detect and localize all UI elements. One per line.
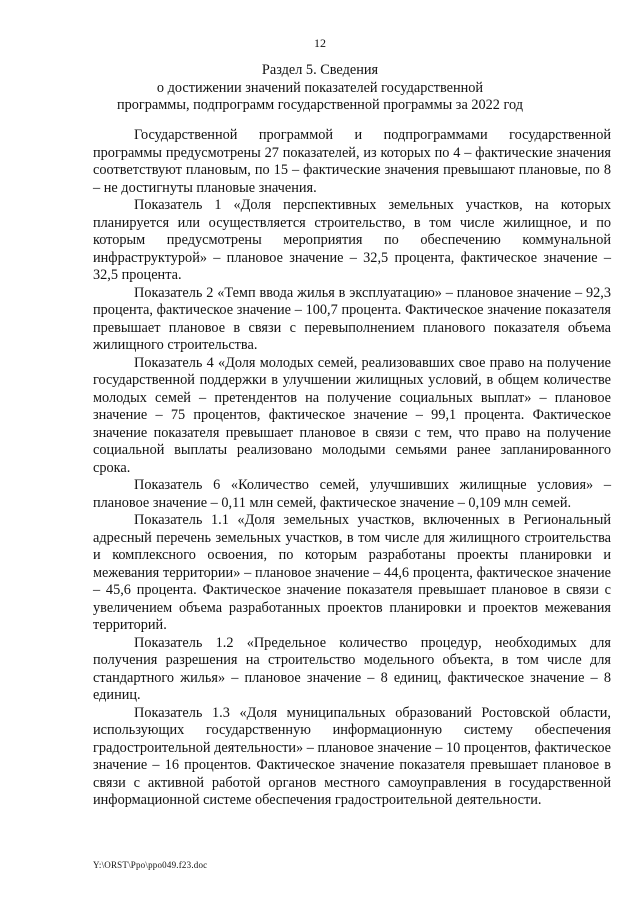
section-title: Раздел 5. Сведения (261, 62, 379, 78)
paragraph-indicator-1-3: Показатель 1.3 «Доля муниципальных образований Ростовской области, использующих государственную информационную систему обеспечения градостроительной деятельности» – плановое значение – 10 процентов, фактическое значение – 16 процентов. Фактическое значение показателя превышает плановое в связи с активной работой органов местного самоуправления в государственной информационной системе обеспечения градостроительной деятельности. (93, 704, 611, 808)
section-subtitle-line-2: программы, подпрограмм государственной программы за 2022 год (116, 97, 524, 113)
paragraph-indicator-1: Показатель 1 «Доля перспективных земельных участков, на которых планируется или осуществляется строительство, в том числе жилищное, и по которым предусмотрены мероприятия по обеспечению коммунальной инфраструктурой» – плановое значение – 32,5 процента, фактическое значение – 32,5 процента. (93, 197, 611, 283)
document-body (93, 127, 611, 810)
paragraph-indicator-6: Показатель 6 «Количество семей, улучшивших жилищные условия» – плановое значение – 0,11 млн семей, фактическое значение – 0,109 млн семей. (93, 477, 611, 511)
paragraph-indicator-4: Показатель 4 «Доля молодых семей, реализовавших свое право на получение государственной поддержки в улучшении жилищных условий, в общем количестве молодых семей – претендентов на получение социальных выплат» – плановое значение – 75 процентов, фактическое значение – 99,1 процента. Фактическое значение показателя превышает плановое в связи с тем, что право на получение социальной выплаты реализовано молодыми семьями ранее запланированного срока. (93, 354, 611, 476)
page-number: 12 (314, 36, 326, 50)
section-subtitle-line-1: о достижении значений показателей государственной (156, 79, 484, 96)
paragraph-indicator-1-1: Показатель 1.1 «Доля земельных участков, включенных в Региональный адресный перечень земельных участков, в том числе для жилищного строительства и комплексного освоения, по которым разработаны проекты планировки и межевания территории» – плановое значение – 44,6 процента, фактическое значение – 45,6 процента. Фактическое значение показателя превышает плановое в связи с увеличением объема разработанных проектов планировки и проектов межевания территорий. (93, 512, 611, 633)
paragraph-indicator-2: Показатель 2 «Темп ввода жилья в эксплуатацию» – плановое значение – 92,3 процента, фактическое значение – 100,7 процента. Фактическое значение показателя превышает плановое в связи с перевыполнением планового показателя объема жилищного строительства. (93, 284, 611, 353)
footer-file-path: Y:\ORST\Ppo\ppo049.f23.doc (93, 860, 208, 870)
section-heading (90, 62, 550, 115)
paragraph-summary: Государственной программой и подпрограммами государственной программы предусмотрены 27 показателей, из которых по 4 – фактические значения соответствуют плановым, по 15 – фактические значения превышают плановые, по 8 – не достигнуты плановые значения. (93, 127, 611, 196)
paragraph-indicator-1-2: Показатель 1.2 «Предельное количество процедур, необходимых для получения разрешения на строительство модельного объекта, в том числе для стандартного жилья» – плановое значение – 8 единиц, фактическое значение – 8 единиц. (93, 634, 611, 703)
